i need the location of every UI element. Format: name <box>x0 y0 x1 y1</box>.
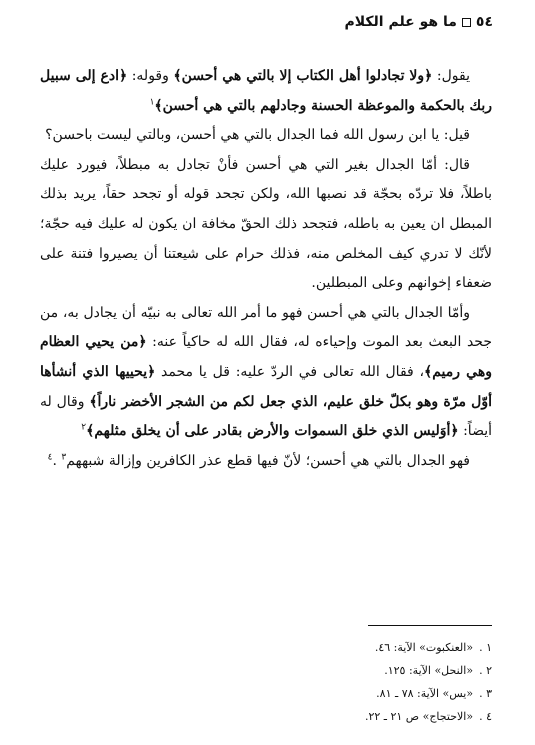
footnote-item <box>192 636 492 659</box>
footnote-text: «الاحتجاج» ص ٢١ ـ ٢٢. <box>364 710 474 723</box>
paragraph <box>40 121 492 151</box>
chapter-title: ما هو علم الكلام <box>344 14 457 30</box>
footnote-item <box>192 682 492 705</box>
footnote-ref: ٣ <box>61 452 67 463</box>
footnote-item <box>192 659 492 682</box>
footnotes <box>192 636 492 728</box>
quran-quote: ﴿أوَليس الذي خلق السموات والأرض بقادر على أن يخلق مثلهم﴾ <box>86 423 459 440</box>
text-run: فهو الجدال بالتي هي أحسن؛ لأنّ فيها قطع عذر الكافرين وإزالة شبههم <box>66 452 470 469</box>
text-run: قال: أمّا الجدال بغير التي هي أحسن فأنْ تجادل به مبطلاً، فيورد عليك باطلاً، فلا تردّه بحجّة قد نصبها الله، ولكن تجحد قوله أو تجحد حقاً، يريد بذلك المبطل ان يعين به باطله، فتجحد ذلك الحقّ مخافة ان يكون له عليك فيه حجّة؛ لأنّك لا تدري كيف المخلص منه، فذلك حرام على شيعتنا أن يصيروا فتنة على ضعفاء إخوانهم وعلى المبطلين. <box>40 156 492 292</box>
footnote-number: ٤ . <box>479 710 492 723</box>
paragraph <box>40 299 492 447</box>
text-run: وقال له أيضاً: <box>40 393 492 440</box>
separator-square-icon <box>462 18 471 27</box>
paragraph <box>40 62 492 121</box>
text-run: ، فقال الله تعالى في الردّ عليه: قل يا محمد <box>155 363 424 380</box>
paragraph <box>40 151 492 299</box>
paragraph <box>40 447 492 477</box>
footnote-ref: ٢ <box>81 422 87 433</box>
quran-quote: ﴿ولا تجادلوا أهل الكتاب إلا بالتي هي أحسن﴾ <box>173 68 433 84</box>
footnote-text: «يس» الآية: ٧٨ ـ ٨١. <box>376 687 474 700</box>
footnote-ref: ٤ <box>47 452 53 463</box>
footnote-rule <box>368 625 492 626</box>
running-header <box>53 14 493 30</box>
text-run: وأمّا الجدال بالتي هي أحسن فهو ما أمر الله تعالى به نبيّه أن يجادل به، من جحد البعث بعد الموت وإحياءه له، فقال الله له حاكياً عنه: <box>40 304 492 351</box>
footnote-ref: ١ <box>149 96 155 107</box>
footnote-number: ٢ . <box>479 664 492 677</box>
footnote-number: ٣ . <box>479 687 492 700</box>
text-run: يقول: <box>432 68 470 84</box>
footnote-number: ١ . <box>479 641 492 654</box>
text-run: قيل: يا ابن رسول الله فما الجدال بالتي هي أحسن، وبالتي ليست باحسن؟ <box>45 127 470 144</box>
text-run: وقوله: <box>127 68 174 84</box>
footnote-text: «النحل» الآية: ١٢٥. <box>384 664 474 677</box>
footnote-item <box>192 705 492 728</box>
footnote-text: «العنكبوت» الآية: ٤٦. <box>374 641 474 654</box>
quran-quote: ﴿من يحيي العظام وهي رميم﴾ <box>40 334 492 380</box>
body-text <box>40 62 492 476</box>
quran-quote: ﴿ادع إلى سبيل ربك بالحكمة والموعظة الحسنة وجادلهم بالتي هي أحسن﴾ <box>40 68 492 114</box>
page-number: ٥٤ <box>475 14 493 30</box>
text-run: . <box>52 452 62 469</box>
quran-quote: ﴿يحييها الذي أنشأها أوّل مرّة وهو بكلّ خلق عليم، الذي جعل لكم من الشجر الأخضر ناراً﴾ <box>40 363 493 410</box>
